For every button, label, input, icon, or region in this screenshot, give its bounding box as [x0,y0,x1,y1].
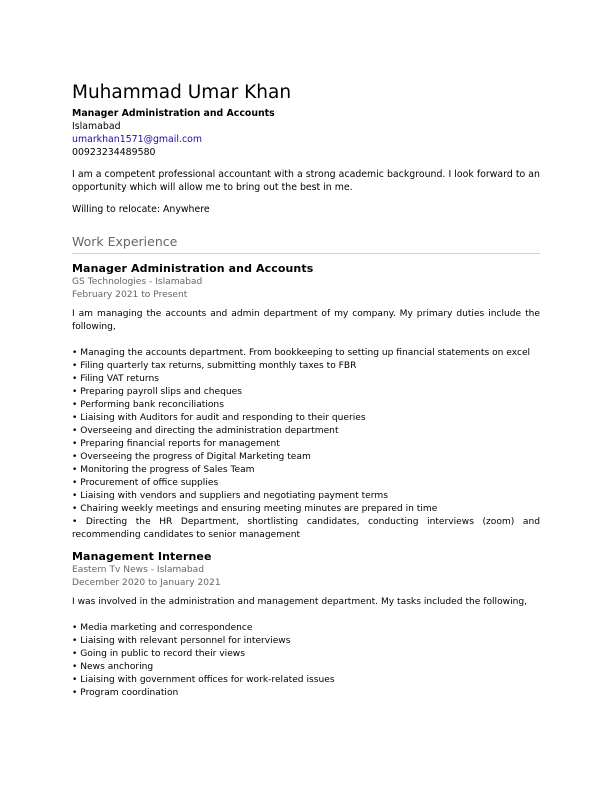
relocation-text: Willing to relocate: Anywhere [72,204,210,215]
job-entry [72,550,540,700]
job-duties-list [72,347,540,542]
job-duty-item: • Liaising with government offices for work-related issues [72,675,335,685]
job-dates: February 2021 to Present [72,290,188,300]
candidate-name: Muhammad Umar Khan [72,82,292,103]
job-duty-item: • Filing VAT returns [72,374,159,384]
candidate-headline: Manager Administration and Accounts [72,108,275,119]
candidate-email-link[interactable]: umarkhan1571@gmail.com [72,134,203,145]
job-duty-item: • Going in public to record their views [72,649,245,659]
job-duty-item: • Directing the HR Department, shortlisting candidates, conducting interviews (zoom) and recommending candidates to senior management [72,517,540,540]
job-duty-item: • Liaising with vendors and suppliers and negotiating payment terms [72,491,388,501]
job-duty-item: • Performing bank reconciliations [72,400,224,410]
job-duty-item: • Chairing weekly meetings and ensuring meeting minutes are prepared in time [72,504,438,514]
work-experience-heading: Work Experience [72,234,178,249]
job-duty-item: • Liaising with relevant personnel for interviews [72,636,291,646]
job-duty-item: • Managing the accounts department. From bookkeeping to setting up financial statements on excel [72,348,531,358]
job-duties-list [72,622,540,700]
job-duty-item: • Preparing payroll slips and cheques [72,387,242,397]
job-duty-item: • Media marketing and correspondence [72,623,253,633]
job-duty-item: • News anchoring [72,662,154,672]
job-title: Manager Administration and Accounts [72,262,314,275]
section-divider [72,253,540,254]
job-duty-item: • Preparing financial reports for management [72,439,280,449]
job-dates: December 2020 to January 2021 [72,578,221,588]
job-entry [72,262,540,542]
job-duty-item: • Program coordination [72,688,179,698]
job-title: Management Internee [72,550,212,563]
job-description: I was involved in the administration and management department. My tasks included the following, [72,597,528,607]
candidate-location: Islamabad [72,121,121,132]
job-company: Eastern Tv News - Islamabad [72,565,204,575]
job-description: I am managing the accounts and admin department of my company. My primary duties include the following, [72,309,540,332]
job-company: GS Technologies - Islamabad [72,277,203,287]
summary-text: I am a competent professional accountant with a strong academic background. I look forward to an opportunity which will allow me to bring out the best in me. [72,169,540,193]
job-duty-item: • Filing quarterly tax returns, submitting monthly taxes to FBR [72,361,357,371]
job-duty-item: • Overseeing and directing the administration department [72,426,339,436]
job-duty-item: • Overseeing the progress of Digital Marketing team [72,452,311,462]
job-duty-item: • Liaising with Auditors for audit and responding to their queries [72,413,366,423]
job-duty-item: • Monitoring the progress of Sales Team [72,465,255,475]
job-duty-item: • Procurement of office supplies [72,478,219,488]
resume-page [72,80,540,700]
candidate-phone: 00923234489580 [72,147,156,158]
